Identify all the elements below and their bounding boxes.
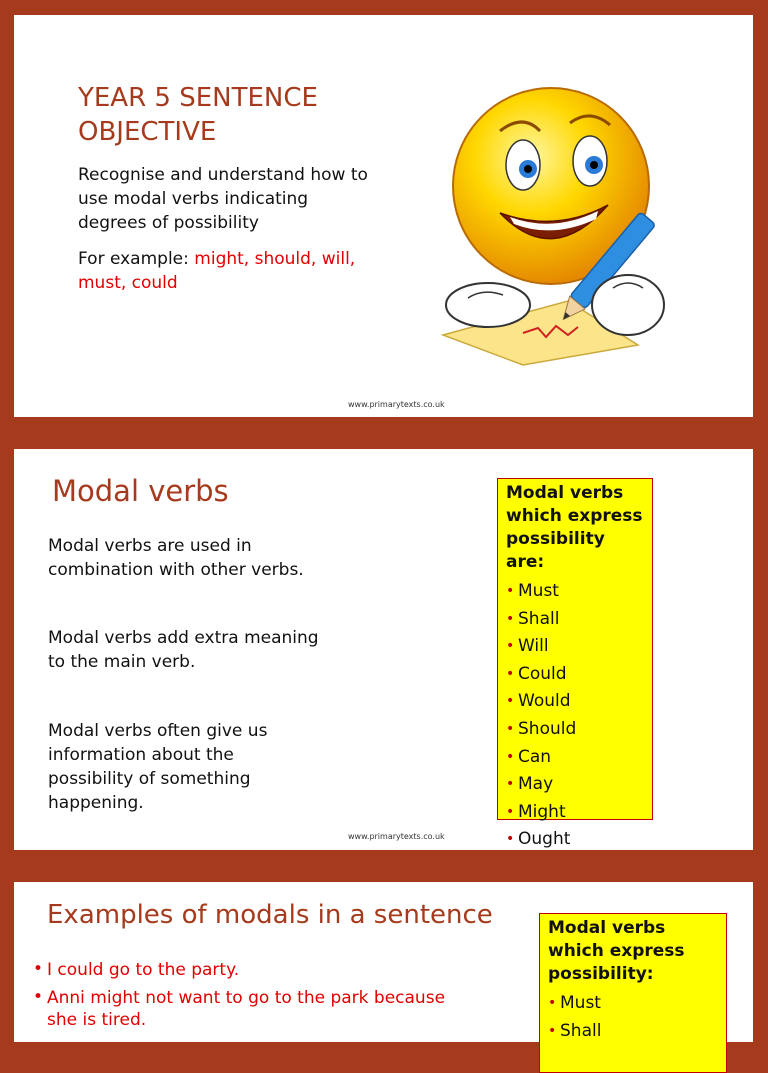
smiley-writing-icon (428, 83, 698, 368)
list-item: • Will (506, 633, 644, 661)
examples-list (33, 959, 463, 1037)
list-item: • Ought (506, 826, 644, 854)
example-prefix: For example: (78, 249, 195, 269)
list-item: • May (506, 771, 644, 799)
example-words: might, should, will, must, could (78, 249, 356, 293)
list-item: • Should (506, 716, 644, 744)
list-item: • Could (506, 661, 644, 689)
modal-para-3: Modal verbs often give us information about the possibility of something happening. (48, 721, 268, 813)
possibility-box-heading: Modal verbs which express possibility are: (506, 483, 643, 572)
slide-1-footer: www.primarytexts.co.uk (348, 400, 445, 409)
objective-text: Recognise and understand how to use modal verbs indicating degrees of possibility (78, 165, 368, 233)
modal-para-1: Modal verbs are used in combination with other verbs. (48, 536, 304, 580)
modal-para-2: Modal verbs add extra meaning to the main verb. (48, 628, 319, 672)
example-text (78, 247, 388, 295)
slide-1-title-line-1: YEAR 5 SENTENCE (78, 83, 318, 113)
slide-2-footer: www.primarytexts.co.uk (348, 832, 445, 841)
possibility-box-2 (539, 913, 727, 1073)
possibility-box (497, 478, 653, 850)
slide-2-title: Modal verbs (52, 474, 229, 508)
slide-3 (14, 882, 753, 1042)
slide-1 (14, 15, 753, 417)
slide-2 (14, 449, 753, 850)
possibility-list (506, 578, 644, 854)
slide-1-title-line-2: OBJECTIVE (78, 117, 217, 147)
slide-3-title: Examples of modals in a sentence (47, 900, 493, 930)
slide-1-title (78, 81, 318, 149)
list-item: • Can (506, 744, 644, 772)
possibility-box-2-heading: Modal verbs which express possibility: (548, 918, 685, 984)
list-item: • Shall (506, 606, 644, 634)
list-item: • I could go to the party. (33, 959, 463, 981)
list-item: • Shall (548, 1018, 718, 1046)
list-item: • Must (548, 990, 718, 1018)
list-item: • Might (506, 799, 644, 827)
list-item: • Would (506, 688, 644, 716)
list-item: • Must (506, 578, 644, 606)
possibility-list-2 (548, 990, 718, 1045)
list-item: • Anni might not want to go to the park because she is tired. (33, 987, 463, 1031)
